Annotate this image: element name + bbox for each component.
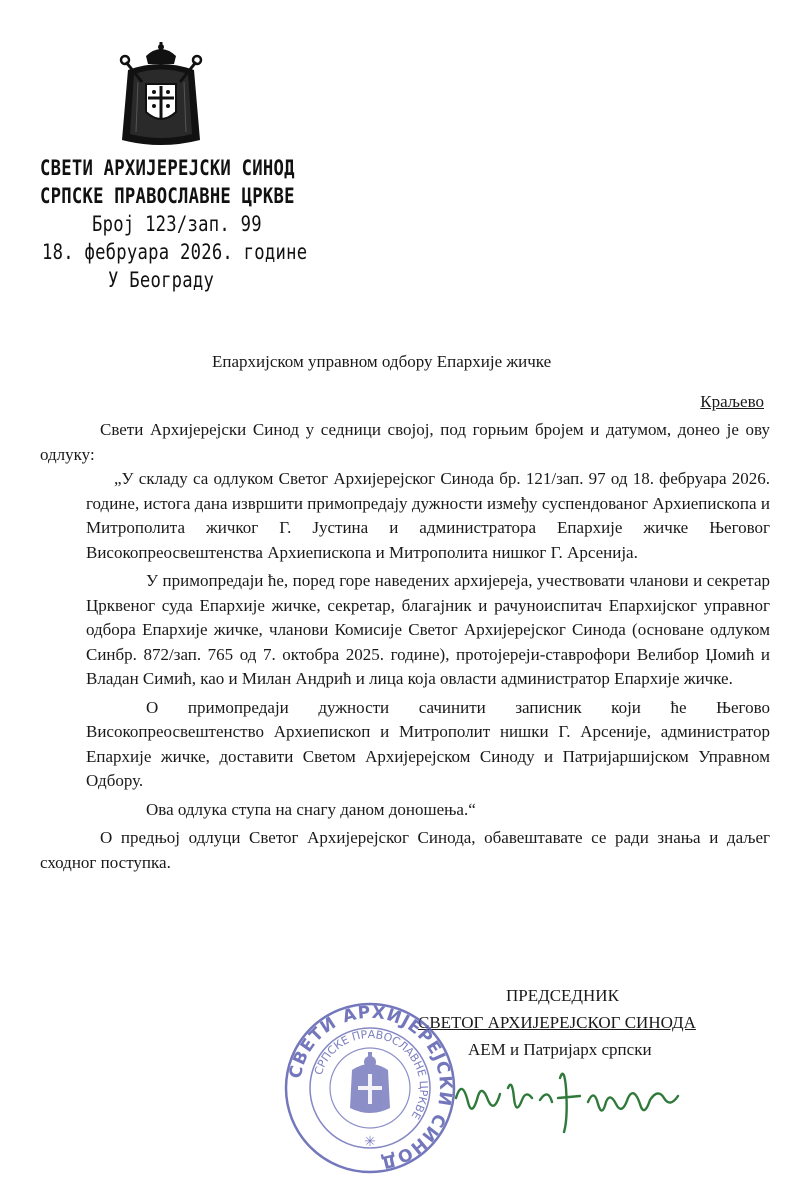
decision-paragraph-3: О примопредаји дужности сачинити записник који ће Његово Високопреосвештенство Архиепископ и Митрополит нишки Г. Арсеније, администратор Епархије жичке, доставити Светом Архијерејском Синоду и Патријаршијском Управном Одбору.: [86, 697, 770, 790]
svg-text:СВЕТИ АРХИЈЕРЕЈСКИ СИНОД: СВЕТИ АРХИЈЕРЕЈСКИ СИНОД: [285, 1002, 456, 1173]
recipient-line: Епархијском управном одбору Епархије жичке: [212, 352, 552, 371]
recipient-city: Краљево: [700, 392, 764, 411]
decision-paragraph-4: Ова одлука ступа на снагу даном доношења.“: [146, 799, 476, 819]
closing-paragraph: О предњој одлуци Светог Архијерејског Синода, обавештавате се ради знања и даљег сходног поступка.: [40, 828, 770, 872]
decision-quote: [40, 467, 770, 822]
coat-of-arms-icon: [118, 42, 204, 150]
issuer-line-2: СРПСКЕ ПРАВОСЛАВНЕ ЦРКВЕ: [40, 184, 295, 208]
letter-body: [40, 418, 770, 875]
signatory-title-2: СВЕТОГ АРХИЈЕРЕЈСКОГ СИНОДА: [418, 1013, 696, 1032]
decision-paragraph-1: „У складу са одлуком Светог Архијерејског Синода бр. 121/зап. 97 од 18. фебруара 2026. године, истога дана извршити примопредају дужности између суспендованог Архиепископа и Митрополита жичког Г. Јустина и администратора Епархије жичке Његовог Високопреосвештенства Архиепископа и Митрополита нишког Г. Арсенија.: [86, 469, 770, 562]
document-date: 18. фебруара 2026. године: [42, 240, 308, 264]
document-place: У Београду: [108, 268, 215, 292]
intro-paragraph: Свети Архијерејски Синод у седници својој, под горњим бројем и датумом, донео је ову одлуку:: [40, 420, 770, 464]
synod-seal: [282, 1000, 458, 1176]
signatory-title-1: ПРЕДСЕДНИК: [506, 986, 619, 1005]
issuer-line-1: СВЕТИ АРХИЈЕРЕЈСКИ СИНОД: [40, 156, 295, 180]
document-number: Број 123/зап. 99: [92, 212, 262, 236]
svg-text:✳: ✳: [364, 1135, 376, 1150]
svg-text:СРПСКЕ ПРАВОСЛАВНЕ ЦРКВЕ: СРПСКЕ ПРАВОСЛАВНЕ ЦРКВЕ: [311, 1027, 431, 1122]
signatory-title-3: АЕМ и Патријарх српски: [468, 1040, 652, 1059]
handwritten-signature: [448, 1058, 698, 1138]
decision-paragraph-2: У примопредаји ће, поред горе наведених архијереја, учествовати чланови и секретар Црквеног суда Епархије жичке, секретар, благајник и рачуноиспитач Епархијског управног одбора Епархије жичке, чланови Комисије Светог Архијерејског Синода (основане одлуком Синбр. 872/зап. 765 од 7. октобра 2025. године), протојереји-ставрофори Велибор Џомић и Владан Симић, као и Милан Андрић и лица која овласти администратор Епархије жичке.: [86, 571, 770, 688]
